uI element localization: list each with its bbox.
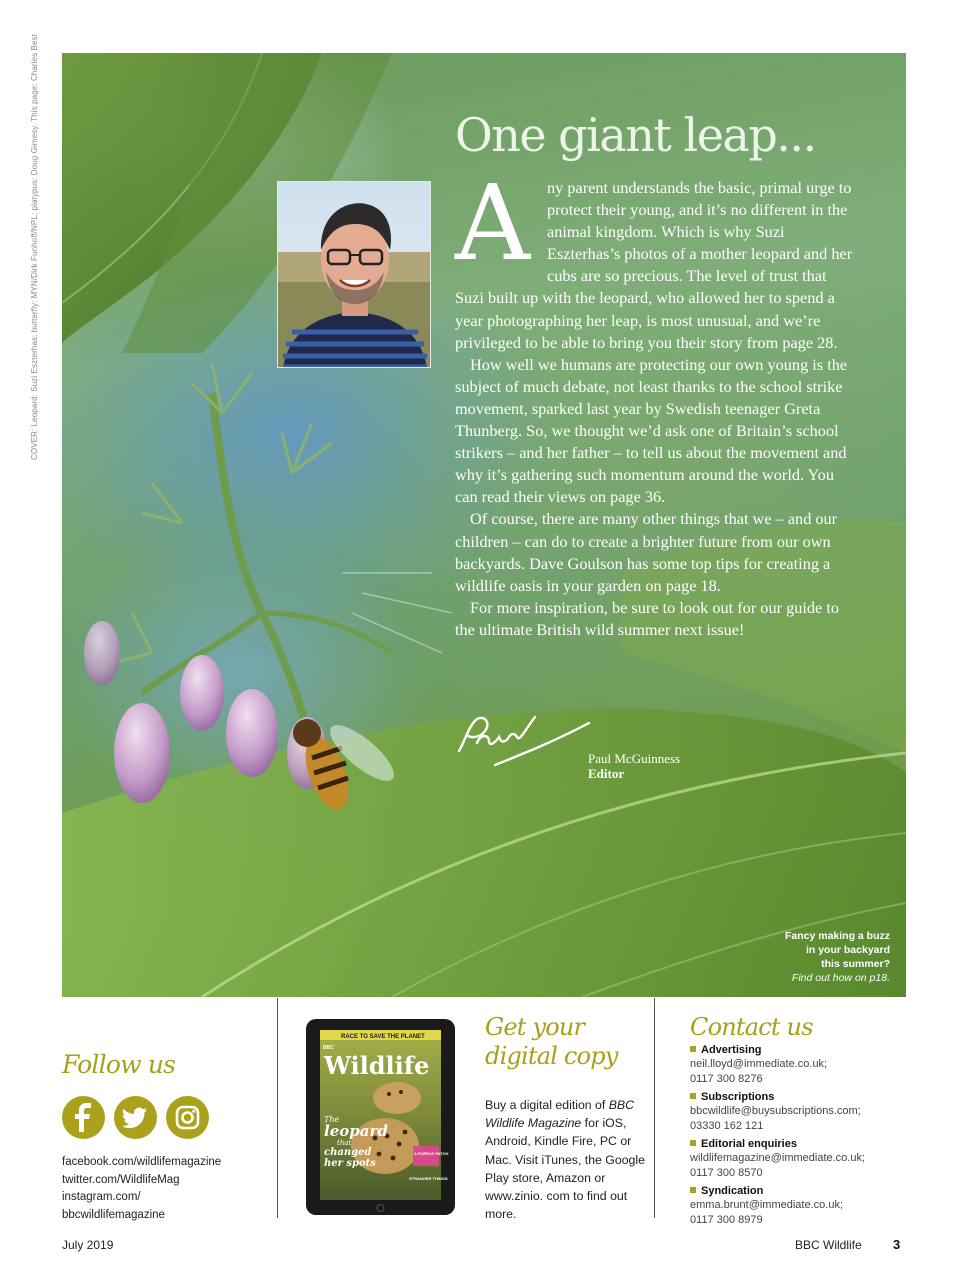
social-links (62, 1154, 221, 1224)
cover-that: that (337, 1139, 352, 1147)
contact-list (690, 1044, 890, 1232)
digital-copy-body: Buy a digital edition of BBC Wildlife Magazine for iOS, Android, Kindle Fire, PC or Mac. Visit iTunes, the Google Play store, Amazon or www.zinio. com to find out more. (485, 1098, 645, 1222)
editor-letter (455, 162, 853, 641)
article-paragraph: Of course, there are many other things that we – and our children – can do to create a brighter future from our own backyards. Dave Goulson has some top tips for creating a wildlife oasis in your garden on page 18. (455, 509, 838, 595)
cover-stranger: STRANGER THINGS (409, 1176, 448, 1181)
contact-phone: 0117 300 8570 (690, 1166, 763, 1179)
cover-purple-patch: A PURPLE PATCH (414, 1151, 449, 1156)
editor-name: Paul McGuinness (588, 751, 681, 766)
facebook-icon[interactable] (62, 1096, 105, 1139)
follow-us-title: Follow us (62, 1050, 176, 1079)
facebook-link[interactable]: facebook.com/wildlifemagazine (62, 1156, 222, 1168)
article-paragraph: For more inspiration, be sure to look out for our guide to the ultimate British wild summer next issue! (455, 597, 839, 639)
photo-credit: COVER: Leopard: Suzi Eszterhas; butterfly: MYN/Dirk Funhoff/NPL; platypus: Doug Gimesy. This page: Charles Best (30, 34, 39, 460)
contact-email[interactable]: bbcwildlife@buysubscriptions.com; (690, 1105, 861, 1117)
article-paragraph: A ny parent understands the basic, primal urge to protect their young, and it’s no different in the animal kingdom. Which is why Suzi Eszterhas’s photos of a mother leopard and her cubs are so precious. The level of trust that Suzi built up with the leopard, who allowed her to spend a year photographing her leap, is most unusual, and we’re privileged to be able to bring you their story from page 28. (455, 162, 853, 352)
issue-date: July 2019 (62, 1238, 114, 1252)
twitter-link[interactable]: twitter.com/WildlifeMag (62, 1173, 180, 1186)
contact-editorial: Editorial enquiries wildlifemagazine@immediate.co.uk; 0117 300 8570 (690, 1138, 890, 1180)
contact-email[interactable]: emma.brunt@immediate.co.uk; (690, 1199, 844, 1211)
tablet-magazine-cover (305, 1018, 456, 1216)
twitter-icon[interactable] (114, 1096, 157, 1139)
cover-changed: changed (324, 1147, 372, 1158)
contact-syndication: Syndication emma.brunt@immediate.co.uk; 0117 300 8979 (690, 1185, 890, 1227)
editor-role: Editor (588, 766, 625, 781)
instagram-icon[interactable] (166, 1096, 209, 1139)
cover-leopard: leopard (324, 1122, 388, 1140)
cover-her-spots: her spots (324, 1158, 376, 1169)
drop-cap: A (455, 162, 531, 284)
cover-masthead: Wildlife (324, 1051, 430, 1080)
page-number: 3 (893, 1237, 901, 1252)
photo-caption: Fancy making a buzz in your backyard this summer? Find out how on p18. (784, 930, 890, 984)
editor-signature (455, 713, 595, 773)
instagram-link[interactable]: instagram.com/ (62, 1191, 141, 1203)
column-divider (277, 998, 278, 1218)
headline: One giant leap... (455, 108, 816, 162)
contact-subscriptions: Subscriptions bbcwildlife@buysubscriptions.com; 03330 162 121 (690, 1091, 890, 1133)
hero-photo (62, 53, 906, 997)
article-paragraph: How well we humans are protecting our own young is the subject of much debate, not least thanks to the school strike movement, sparked last year by Swedish teenager Greta Thunberg. So, we thought we’d ask one of Britain’s school strikers – and her father – to tell us about the movement and why it’s gathering such momentum around the world. You can read their views on page 36. (455, 354, 848, 507)
contact-email[interactable]: wildlifemagazine@immediate.co.uk; (690, 1152, 866, 1164)
contact-email[interactable]: neil.lloyd@immediate.co.uk; (690, 1058, 828, 1070)
magazine-name: BBC Wildlife (795, 1238, 862, 1252)
cover-banner: RACE TO SAVE THE PLANET (341, 1034, 425, 1040)
contact-advertising: Advertising neil.lloyd@immediate.co.uk; 0117 300 8276 (690, 1044, 890, 1086)
contact-phone: 0117 300 8276 (690, 1072, 763, 1085)
contact-phone: 0117 300 8979 (690, 1213, 763, 1226)
cover-the: The (324, 1115, 340, 1124)
cover-bbc: BBC (323, 1045, 334, 1051)
editor-portrait (277, 181, 431, 368)
column-divider (654, 998, 655, 1218)
digital-copy-title: Get your digital copy (485, 1013, 618, 1070)
contact-phone: 03330 162 121 (690, 1119, 764, 1132)
instagram-link-handle[interactable]: bbcwildlifemagazine (62, 1208, 165, 1221)
contact-us-title: Contact us (690, 1013, 813, 1041)
